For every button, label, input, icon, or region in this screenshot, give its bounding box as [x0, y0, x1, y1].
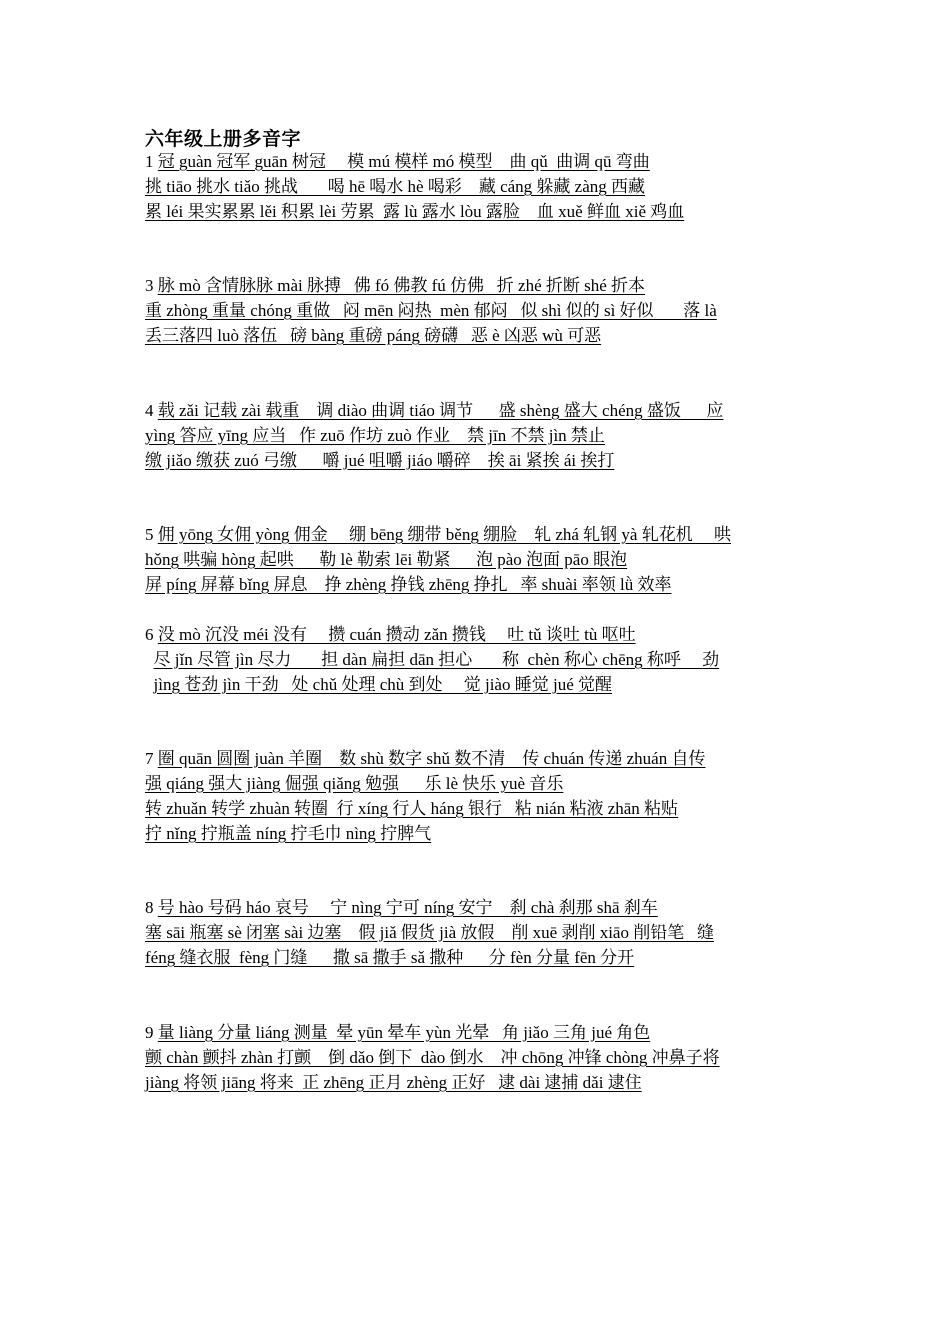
entry-text: jiàng 将领 jiāng 将来 正 zhēng 正月 zhèng 正好 逮 dài 逮捕 dǎi 逮住 — [145, 1073, 642, 1092]
entry-text: 圈 quān 圆圈 juàn 羊圈 数 shù 数字 shǔ 数不清 传 chuán 传递 zhuán 自传 — [157, 749, 706, 768]
document-title: 六年级上册多音字 — [145, 128, 302, 150]
group-number: 8 — [145, 898, 154, 917]
group-1-line-1 — [145, 150, 807, 174]
group-4-line-1 — [145, 399, 807, 423]
entry-text: 脉 mò 含情脉脉 mài 脉搏 佛 fó 佛教 fú 仿佛 折 zhé 折断 shé 折本 — [157, 276, 646, 295]
group-number: 7 — [145, 749, 154, 768]
group-number: 4 — [145, 401, 154, 420]
entry-text: 转 zhuǎn 转学 zhuàn 转圈 行 xíng 行人 háng 银行 粘 nián 粘液 zhān 粘贴 — [145, 799, 679, 818]
entry-text: yìng 答应 yīng 应当 作 zuō 作坊 zuò 作业 禁 jīn 不禁 jìn 禁止 — [145, 426, 605, 445]
entry-text: 没 mò 沉没 méi 没有 攒 cuán 攒动 zǎn 攒钱 吐 tǔ 谈吐 tù 呕吐 — [157, 625, 636, 644]
group-3-line-1 — [145, 274, 807, 298]
group-number: 6 — [145, 625, 154, 644]
entry-text: 屏 píng 屏幕 bǐng 屏息 挣 zhèng 挣钱 zhēng 挣扎 率 shuài 率领 lǜ 效率 — [145, 575, 672, 594]
entry-text: 丢三落四 luò 落伍 磅 bàng 重磅 páng 磅礴 恶 è 凶恶 wù 可恶 — [145, 326, 602, 345]
entry-text: 缴 jiǎo 缴获 zuó 弓缴 嚼 jué 咀嚼 jiáo 嚼碎 挨 āi 紧挨 ái 挨打 — [145, 451, 615, 470]
group-5-line-2 — [145, 548, 807, 572]
entry-text: 拧 nǐng 拧瓶盖 níng 拧毛巾 nìng 拧脾气 — [145, 824, 432, 843]
group-7-line-2 — [145, 772, 807, 796]
group-1-line-3 — [145, 200, 807, 224]
entry-text: 尽 jǐn 尽管 jìn 尽力 担 dàn 扁担 dān 担心 称 chèn 称心 chēng 称呼 劲 — [153, 650, 720, 669]
group-8-line-1 — [145, 896, 807, 920]
entry-text: 冠 guàn 冠军 guān 树冠 模 mú 模样 mó 模型 曲 qǔ 曲调 qū 弯曲 — [157, 152, 650, 171]
entry-text: 号 hào 号码 háo 哀号 宁 nìng 宁可 níng 安宁 刹 chà 刹那 shā 刹车 — [157, 898, 658, 917]
group-6-line-3 — [145, 673, 807, 697]
group-5-line-3 — [145, 573, 807, 597]
group-9-line-2 — [145, 1046, 807, 1070]
entry-text: jìng 苍劲 jìn 干劲 处 chǔ 处理 chù 到处 觉 jiào 睡觉 jué 觉醒 — [153, 675, 612, 694]
entry-text: 重 zhòng 重量 chóng 重做 闷 mēn 闷热 mèn 郁闷 似 shì 似的 sì 好似 落 là — [145, 301, 717, 320]
group-number: 5 — [145, 525, 154, 544]
entry-text: 强 qiáng 强大 jiàng 倔强 qiǎng 勉强 乐 lè 快乐 yuè 音乐 — [145, 774, 564, 793]
group-6-line-1 — [145, 623, 807, 647]
entry-text: 颤 chàn 颤抖 zhàn 打颤 倒 dǎo 倒下 dào 倒水 冲 chōng 冲锋 chòng 冲鼻子将 — [145, 1048, 720, 1067]
entry-text: 挑 tiāo 挑水 tiǎo 挑战 喝 hē 喝水 hè 喝彩 藏 cáng 躲藏 zàng 西藏 — [145, 177, 646, 196]
entry-text: 塞 sāi 瓶塞 sè 闭塞 sài 边塞 假 jiǎ 假货 jià 放假 削 xuē 剥削 xiāo 削铅笔 缝 — [145, 923, 714, 942]
group-8-line-3 — [145, 946, 807, 970]
group-9-line-1 — [145, 1021, 807, 1045]
group-6-line-2 — [145, 648, 807, 672]
group-7-line-1 — [145, 747, 807, 771]
group-number: 9 — [145, 1023, 154, 1042]
group-number: 1 — [145, 152, 154, 171]
group-7-line-4 — [145, 822, 807, 846]
group-9-line-3 — [145, 1071, 807, 1095]
entry-text: 佣 yōng 女佣 yòng 佣金 绷 bēng 绷带 běng 绷脸 轧 zhá 轧钢 yà 轧花机 哄 — [157, 525, 731, 544]
group-4-line-2 — [145, 424, 807, 448]
entry-text: 量 liàng 分量 liáng 测量 晕 yūn 晕车 yùn 光晕 角 jiǎo 三角 jué 角色 — [157, 1023, 651, 1042]
group-8-line-2 — [145, 921, 807, 945]
entry-text: hǒng 哄骗 hòng 起哄 勒 lè 勒索 lēi 勒紧 泡 pào 泡面 pāo 眼泡 — [145, 550, 628, 569]
entry-text: féng 缝衣服 fèng 门缝 撒 sā 撒手 sǎ 撒种 分 fèn 分量 fēn 分开 — [145, 948, 635, 967]
group-5-line-1 — [145, 523, 807, 547]
entry-text: 载 zǎi 记载 zài 载重 调 diào 曲调 tiáo 调节 盛 shèng 盛大 chéng 盛饭 应 — [157, 401, 724, 420]
group-1-line-2 — [145, 175, 807, 199]
group-3-line-2 — [145, 299, 807, 323]
group-3-line-3 — [145, 324, 807, 348]
group-7-line-3 — [145, 797, 807, 821]
entry-text: 累 léi 果实累累 lěi 积累 lèi 劳累 露 lù 露水 lòu 露脸 血 xuě 鲜血 xiě 鸡血 — [145, 202, 685, 221]
group-number: 3 — [145, 276, 154, 295]
group-4-line-3 — [145, 449, 807, 473]
